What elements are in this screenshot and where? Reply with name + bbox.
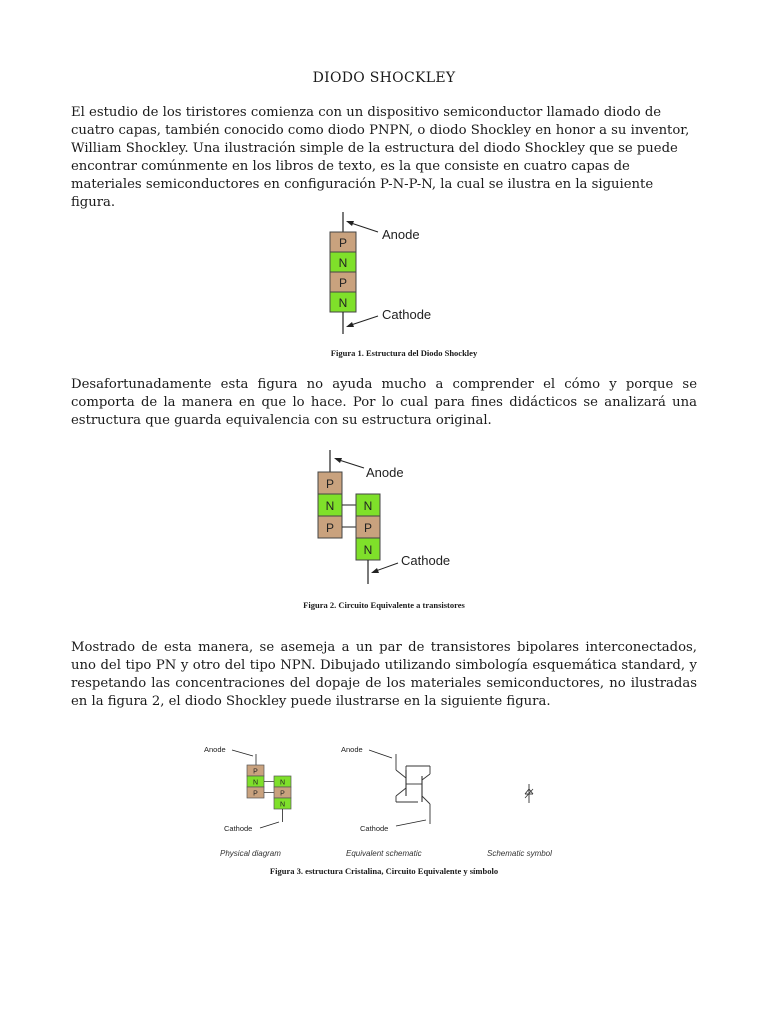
svg-text:N: N: [252, 779, 259, 787]
anode-label: Anode: [366, 465, 404, 480]
cathode-label: Cathode: [360, 824, 389, 833]
svg-text:P: P: [253, 790, 258, 798]
layer-n-label: N: [338, 256, 348, 270]
paragraph-transistors: Mostrado de esta manera, se asemeja a un par de transistores bipolares interconectados, uno del tipo PN y otro del tipo NPN. Dibujado utilizando simbología esquemática standard, y respetando las concentraciones del dopaje de los materiales semiconductores, no ilustradas en la figura 2, el diodo Shockley puede ilustrarse en la siguiente figura.: [71, 640, 697, 709]
physical-diagram: [204, 745, 291, 858]
layer-p-label: P: [325, 521, 335, 535]
figure-2-caption: Figura 2. Circuito Equivalente a transistores: [303, 600, 465, 610]
panel-label-physical: Physical diagram: [220, 849, 281, 858]
layer-n-label: N: [363, 543, 373, 557]
panel-label-symbol: Schematic symbol: [487, 849, 552, 858]
figure-1-caption: Figura 1. Estructura del Diodo Shockley: [330, 348, 478, 358]
layer-n-label: N: [338, 296, 348, 310]
layer-p-label: P: [338, 276, 348, 290]
cathode-label: Cathode: [382, 307, 432, 322]
svg-text:N: N: [279, 779, 286, 787]
figure-3-caption: Figura 3. estructura Cristalina, Circuito Equivalente y símbolo: [269, 866, 499, 876]
svg-text:P: P: [253, 768, 258, 776]
paragraph-equivalence: Desafortunadamente esta figura no ayuda mucho a comprender el cómo y porque se comporta de la manera en que lo hace. Por lo cual para fines didácticos se analizará una estructura que guarda equivalencia con su estructura original.: [71, 377, 697, 428]
anode-label: Anode: [341, 745, 363, 754]
equivalent-schematic: [341, 745, 430, 858]
cathode-label: Cathode: [401, 553, 451, 568]
anode-label: Anode: [382, 227, 420, 242]
layer-n-label: N: [363, 499, 373, 513]
svg-text:N: N: [279, 801, 286, 809]
anode-label: Anode: [204, 745, 226, 754]
layer-p-label: P: [325, 477, 335, 491]
figure-2-diagram: [300, 446, 480, 588]
panel-label-schematic: Equivalent schematic: [346, 849, 422, 858]
page-title: DIODO SHOCKLEY: [312, 70, 456, 86]
paragraph-intro: El estudio de los tiristores comienza con un dispositivo semiconductor llamado diodo de cuatro capas, también conocido como diodo PNPN, o diodo Shockley en honor a su inventor, William Shockley. Una ilustración simple de la estructura del diodo Shockley que se puede encontrar comúnmente en los libros de texto, es la que consiste en cuatro capas de materiales semiconductores en configuración P-N-P-N, la cual se ilustra en la siguiente figura.: [71, 105, 690, 210]
schematic-symbol: [487, 784, 552, 858]
layer-p-label: P: [363, 521, 373, 535]
figure-3-diagram: [200, 740, 580, 862]
layer-p-label: P: [338, 236, 348, 250]
layer-n-label: N: [325, 499, 335, 513]
cathode-label: Cathode: [224, 824, 253, 833]
figure-1-diagram: [300, 208, 460, 340]
svg-text:P: P: [280, 790, 285, 798]
